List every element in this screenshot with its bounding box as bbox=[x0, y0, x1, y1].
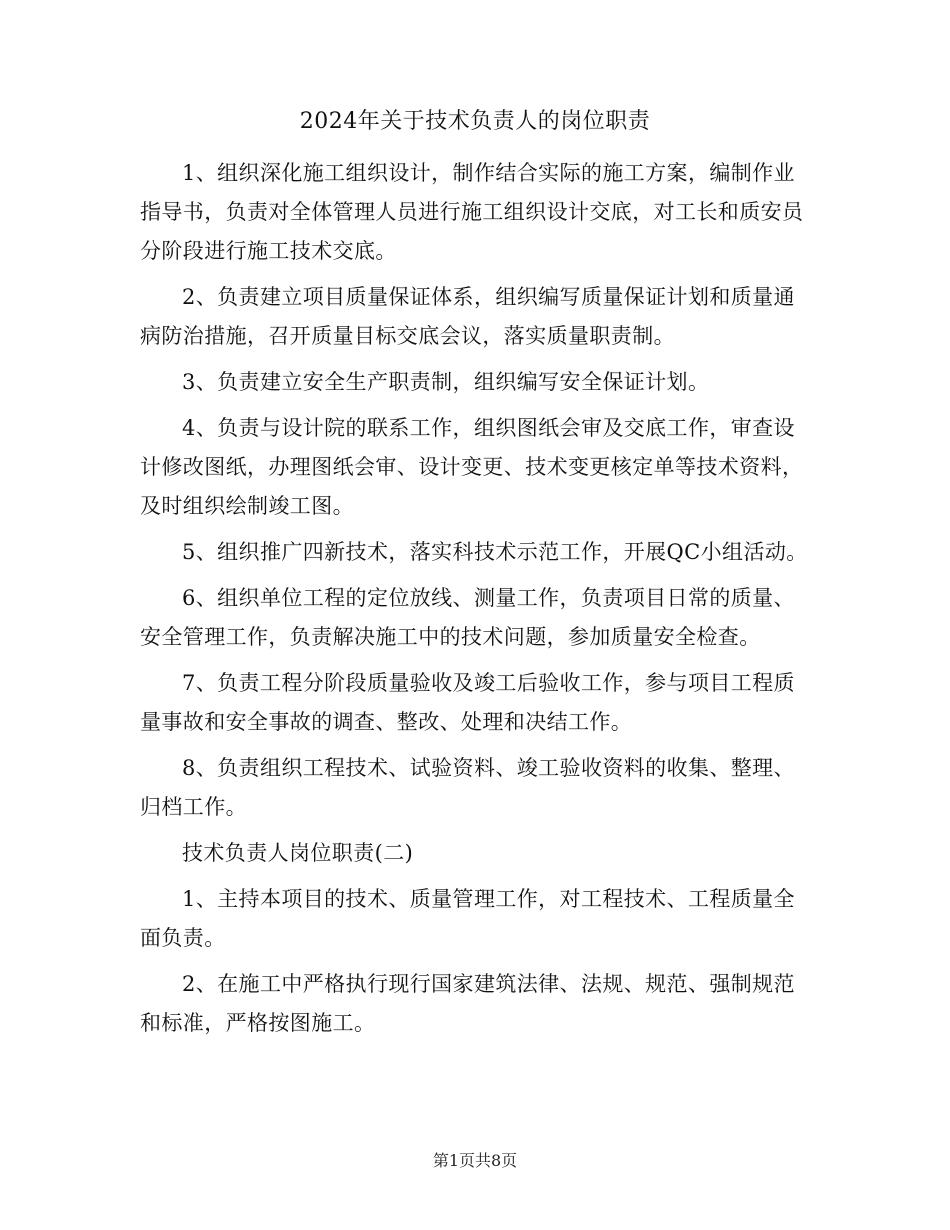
paragraph-2: 2、负责建立项目质量保证体系，组织编写质量保证计划和质量通病防治措施，召开质量目标交底会议，落实质量职责制。 bbox=[140, 285, 795, 348]
paragraph-3: 3、负责建立安全生产职责制，组织编写安全保证计划。 bbox=[182, 370, 710, 394]
paragraph-7: 7、负责工程分阶段质量验收及竣工后验收工作，参与项目工程质量事故和安全事故的调查、整改、处理和决结工作。 bbox=[140, 671, 795, 734]
paragraph-5: 5、组织推广四新技术，落实科技术示范工作，开展QC小组活动。 bbox=[182, 540, 808, 564]
paragraph-9: 1、主持本项目的技术、质量管理工作，对工程技术、工程质量全面负责。 bbox=[140, 887, 795, 950]
document-body bbox=[140, 154, 812, 1050]
paragraph-4: 4、负责与设计院的联系工作，组织图纸会审及交底工作，审查设计修改图纸，办理图纸会审、设计变更、技术变更核定单等技术资料，及时组织绘制竣工图。 bbox=[140, 416, 804, 518]
document-title: 2024年关于技术负责人的岗位职责 bbox=[299, 109, 651, 134]
paragraph-6: 6、组织单位工程的定位放线、测量工作，负责项目日常的质量、安全管理工作，负责解决施工中的技术问题，参加质量安全检查。 bbox=[140, 586, 795, 649]
paragraph-1: 1、组织深化施工组织设计，制作结合实际的施工方案，编制作业指导书，负责对全体管理人员进行施工组织设计交底，对工长和质安员分阶段进行施工技术交底。 bbox=[140, 161, 804, 263]
page-number: 第1页共8页 bbox=[432, 1151, 518, 1170]
paragraph-8: 8、负责组织工程技术、试验资料、竣工验收资料的收集、整理、归档工作。 bbox=[140, 756, 795, 819]
section-heading: 技术负责人岗位职责(二) bbox=[182, 841, 414, 865]
paragraph-10: 2、在施工中严格执行现行国家建筑法律、法规、规范、强制规范和标准，严格按图施工。 bbox=[140, 972, 795, 1035]
